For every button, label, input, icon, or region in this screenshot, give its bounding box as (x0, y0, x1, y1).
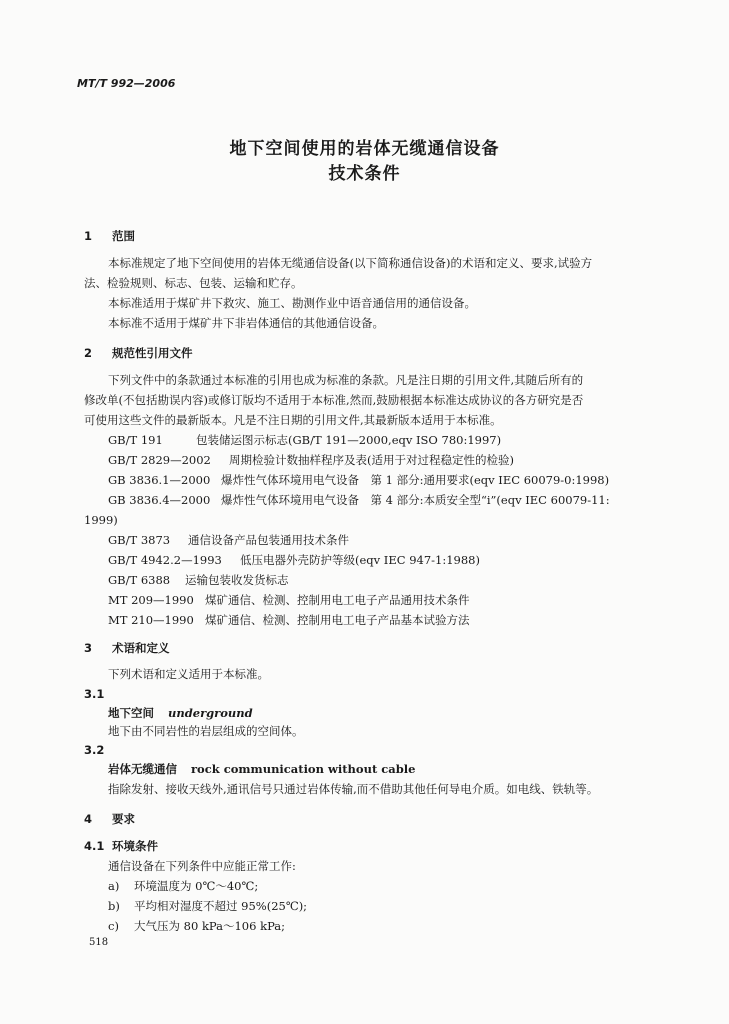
subsection-title: 环境条件 (112, 839, 158, 853)
term-chinese: 岩体无缆通信 (108, 762, 177, 776)
reference-continuation: 1999) (84, 513, 118, 527)
paragraph-line: 修改单(不包括勘误内容)或修订版均不适用于本标准,然而,鼓励根据本标准达成协议的各方研究是否 (84, 393, 584, 407)
paragraph-line: 下列术语和定义适用于本标准。 (108, 667, 269, 681)
document-title-line-1: 地下空间使用的岩体无缆通信设备 (229, 139, 500, 159)
section-title: 要求 (112, 812, 135, 826)
list-item (108, 898, 307, 914)
reference-title: 周期检验计数抽样程序及表(适用于对过程稳定性的检验) (229, 453, 514, 467)
list-item (108, 918, 285, 934)
section-number: 2 (84, 346, 93, 360)
term-entry (108, 761, 415, 777)
list-text: 大气压为 80 kPa～106 kPa; (134, 919, 286, 933)
term-english: underground (168, 706, 253, 720)
reference-item (108, 472, 609, 488)
section-3-heading (84, 640, 170, 656)
list-text: 环境温度为 0℃～40℃; (134, 879, 259, 893)
reference-title: 包装储运图示标志(GB/T 191—2000,eqv ISO 780:1997) (196, 433, 502, 447)
subsection-number: 4.1 (84, 839, 105, 853)
section-4-heading (84, 811, 135, 827)
paragraph-line: 本标准不适用于煤矿井下非岩体通信的其他通信设备。 (108, 316, 384, 330)
reference-title: 爆炸性气体环境用电气设备 第 1 部分:通用要求(eqv IEC 60079-0:1998) (221, 473, 610, 487)
reference-item (108, 452, 514, 468)
term-definition: 指除发射、接收天线外,通讯信号只通过岩体传输,而不借助其他任何导电介质。如电线、铁轨等。 (108, 782, 599, 796)
paragraph-line: 通信设备在下列条件中应能正常工作: (108, 859, 296, 873)
paragraph-line: 本标准适用于煤矿井下救灾、施工、勘测作业中语音通信用的通信设备。 (108, 296, 476, 310)
reference-code: GB/T 191 (108, 433, 163, 447)
reference-item (108, 612, 470, 628)
reference-item (108, 572, 289, 588)
list-label: b) (108, 899, 120, 913)
reference-item (108, 592, 470, 608)
reference-title: 煤矿通信、检测、控制用电工电子产品基本试验方法 (205, 613, 470, 627)
reference-title: 低压电器外壳防护等级(eqv IEC 947-1:1988) (240, 553, 480, 567)
section-title: 术语和定义 (112, 641, 170, 655)
list-label: a) (108, 879, 120, 893)
paragraph-line: 本标准规定了地下空间使用的岩体无缆通信设备(以下简称通信设备)的术语和定义、要求,试验方 (108, 256, 593, 270)
section-1-heading (84, 228, 135, 244)
term-definition: 地下由不同岩性的岩层组成的空间体。 (108, 724, 304, 738)
section-number: 3 (84, 641, 93, 655)
term-number: 3.2 (84, 743, 105, 757)
reference-code: GB/T 6388 (108, 573, 171, 587)
reference-item (108, 552, 480, 568)
paragraph-line: 法、检验规则、标志、包装、运输和贮存。 (84, 276, 303, 290)
reference-code: GB/T 3873 (108, 533, 171, 547)
section-number: 1 (84, 229, 93, 243)
paragraph-line: 下列文件中的条款通过本标准的引用也成为标准的条款。凡是注日期的引用文件,其随后所有的 (108, 373, 584, 387)
reference-code: GB/T 2829—2002 (108, 453, 211, 467)
list-label: c) (108, 919, 119, 933)
list-text: 平均相对湿度不超过 95%(25℃); (134, 899, 308, 913)
paragraph-line: 可使用这些文件的最新版本。凡是不注日期的引用文件,其最新版本适用于本标准。 (84, 413, 502, 427)
reference-item (108, 492, 610, 508)
section-number: 4 (84, 812, 93, 826)
reference-title: 通信设备产品包装通用技术条件 (188, 533, 349, 547)
reference-code: GB 3836.1—2000 (108, 473, 211, 487)
subsection-4-1-heading (84, 838, 158, 854)
document-title-line-2: 技术条件 (328, 164, 401, 184)
term-number: 3.1 (84, 687, 105, 701)
reference-code: GB 3836.4—2000 (108, 493, 211, 507)
reference-item (108, 432, 501, 448)
section-title: 范围 (112, 229, 135, 243)
section-title: 规范性引用文件 (112, 346, 193, 360)
reference-title: 运输包装收发货标志 (185, 573, 289, 587)
term-entry (108, 705, 253, 721)
reference-code: MT 210—1990 (108, 613, 194, 627)
page-number: 518 (89, 937, 109, 948)
reference-title: 爆炸性气体环境用电气设备 第 4 部分:本质安全型“i”(eqv IEC 60079-11: (221, 493, 610, 507)
reference-title: 煤矿通信、检测、控制用电工电子产品通用技术条件 (205, 593, 470, 607)
list-item (108, 878, 258, 894)
standard-code: MT/T 992—2006 (77, 77, 176, 90)
term-chinese: 地下空间 (108, 706, 154, 720)
reference-code: GB/T 4942.2—1993 (108, 553, 222, 567)
reference-code: MT 209—1990 (108, 593, 194, 607)
section-2-heading (84, 345, 193, 361)
reference-item (108, 532, 349, 548)
term-english: rock communication without cable (191, 762, 416, 776)
